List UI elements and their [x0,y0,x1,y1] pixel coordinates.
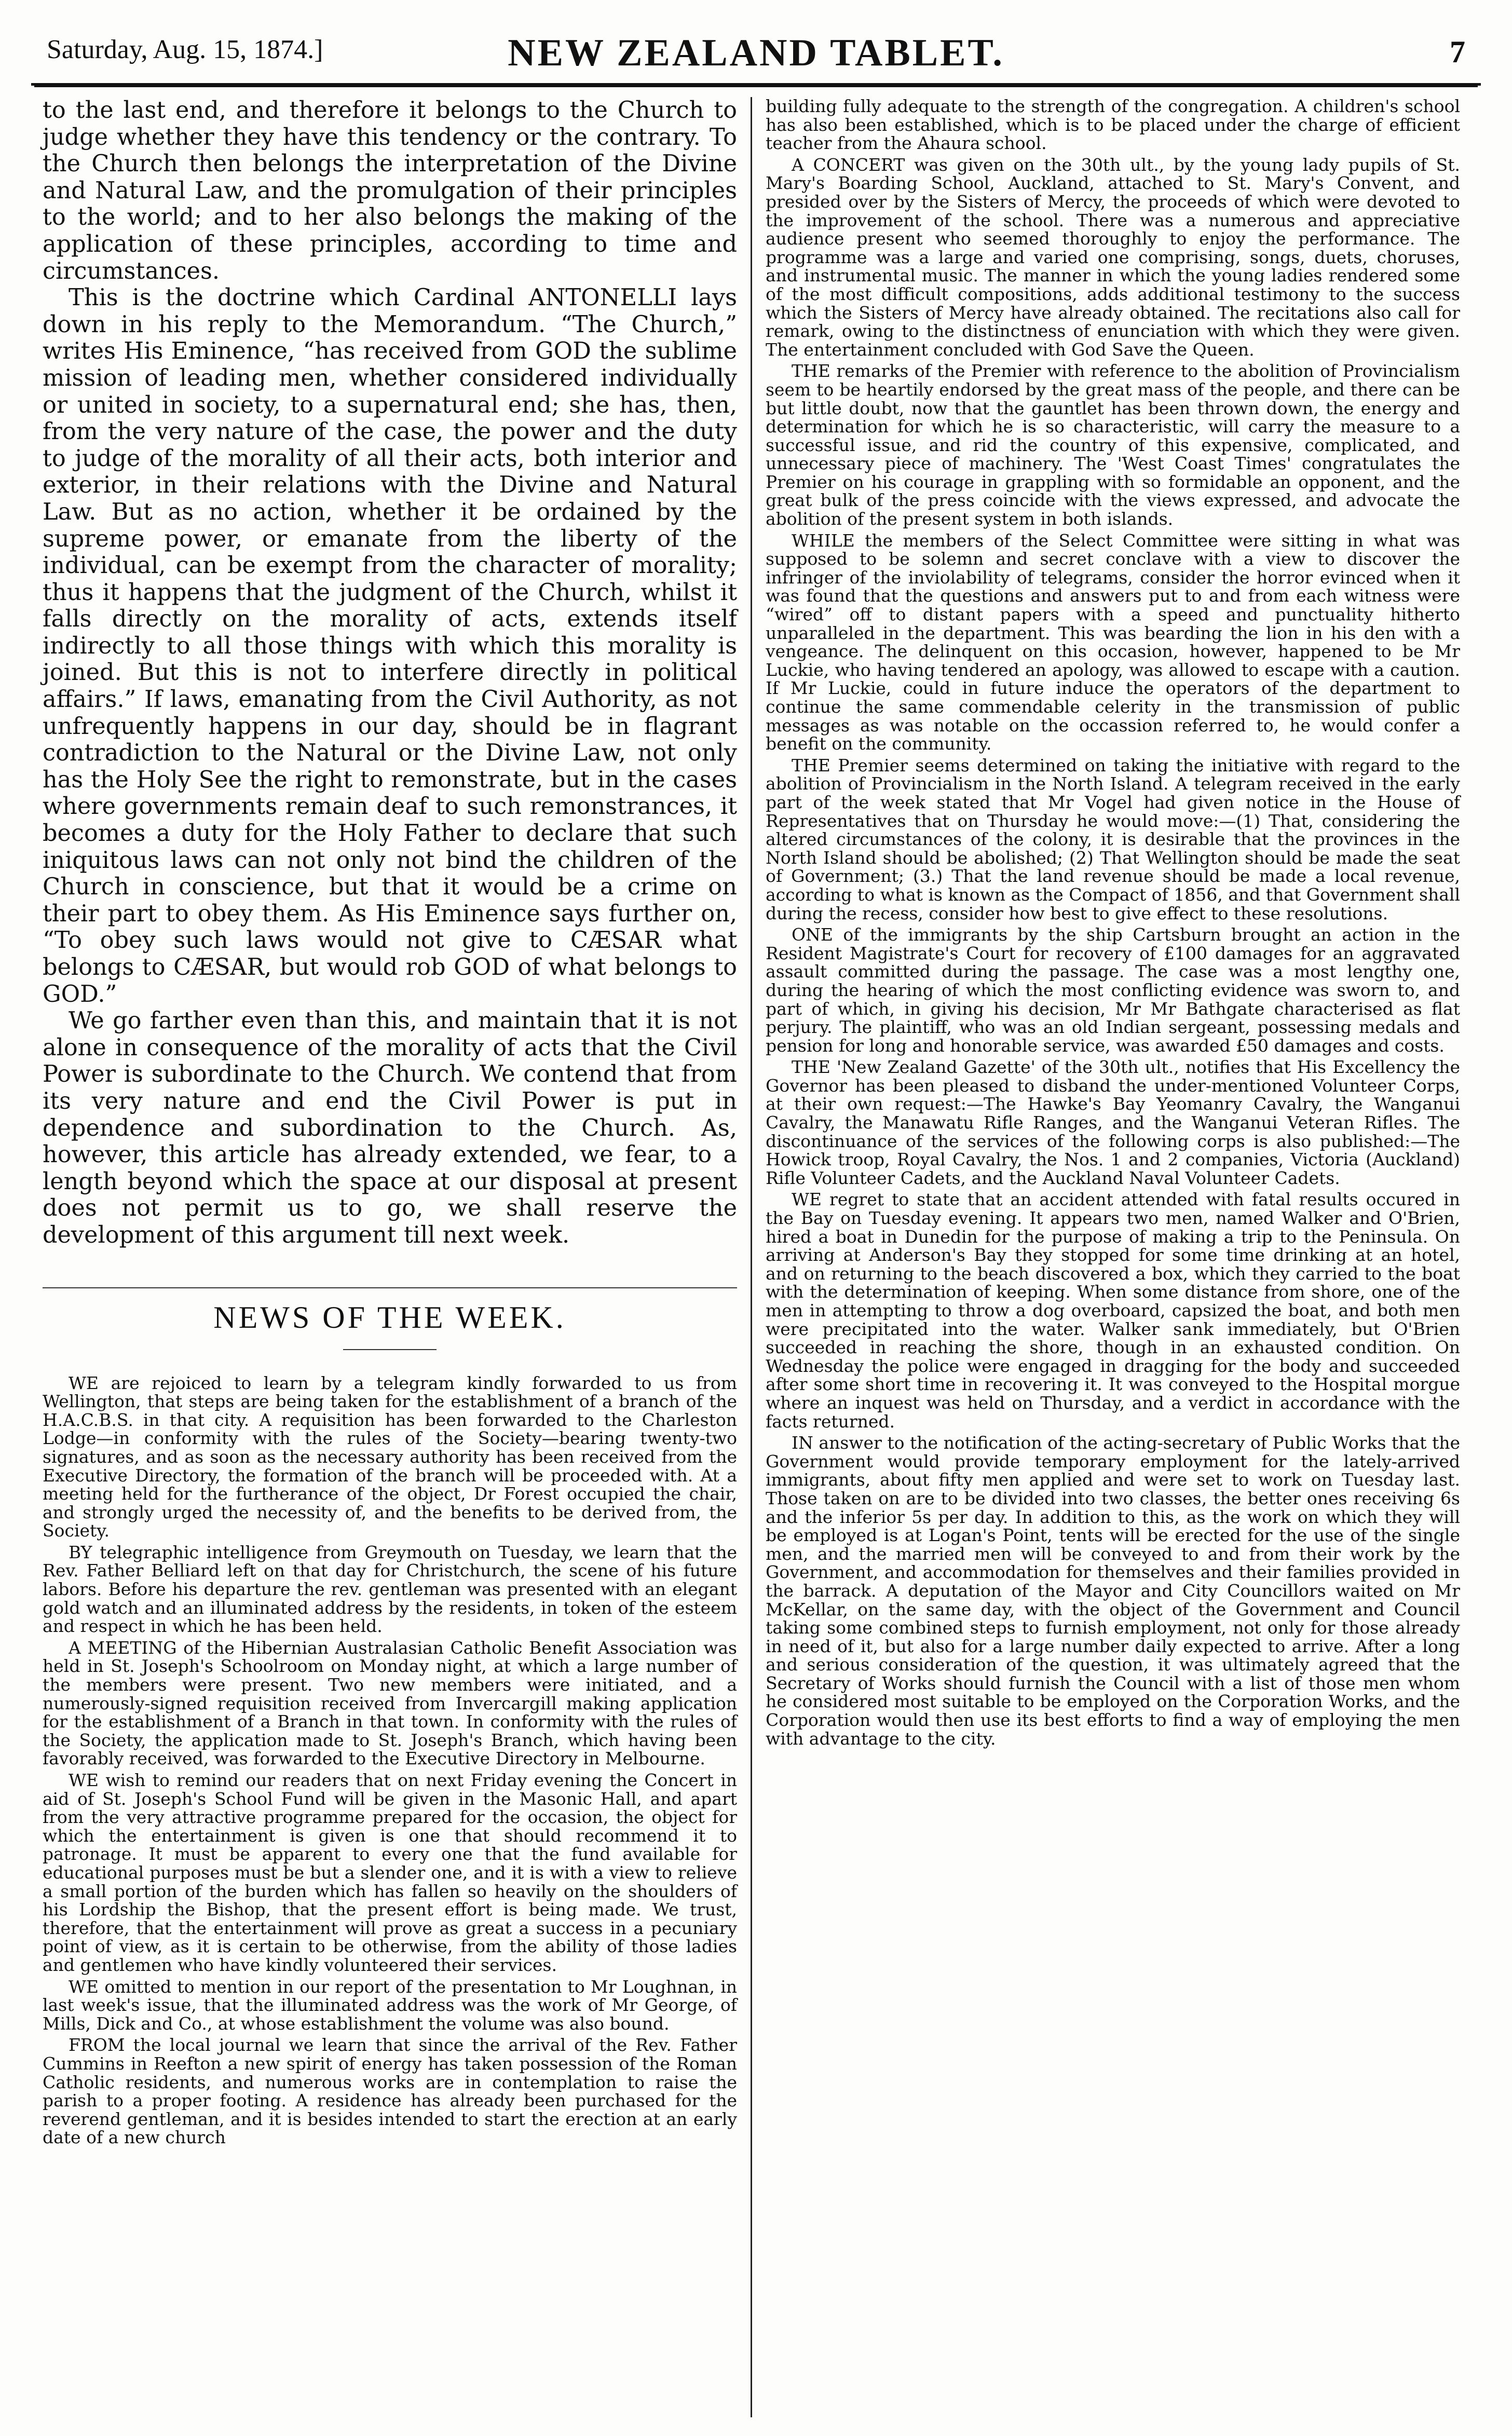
article-paragraph: to the last end, and therefore it belongs to the Church to judge whether they have this tendency or the contrary. To the Church then belongs the interpretation of the Divine and Natural Law, and the promulgation of their principles to the world; and to her also belongs the making of the application of these principles, according to time and circumstances. [43,97,737,284]
news-item: IN answer to the notification of the acting-secretary of Public Works that the Government would provide temporary employment for the lately-arrived immigrants, about fifty men applied and were set to work on Tuesday last. Those taken on are to be divided into two classes, the better ones receiving 6s and the inferior 5s per day. In addition to this, as the work on which they will be employed is at Logan's Point, tents will be erected for the use of the single men, and the married men will be conveyed to and from their work by the Government, and accommodation for themselves and their families provided in the barrack. A deputation of the Mayor and City Councillors waited on Mr McKellar, on the same day, with the object of the Government and Council taking some combined steps to furnish employment, not only for those already in need of it, but also for a large number daily expected to arrive. After a long and serious consideration of the question, it was ultimately agreed that the Secretary of Works should furnish the Council with a list of those men whom he considered most suitable to be employed on the Corporation Works, and the Corporation would then use its best efforts to find a way of employing the men with advantage to the city. [766,1433,1460,1749]
news-item: ONE of the immigrants by the ship Cartsburn brought an action in the Resident Magistrate's Court for recovery of £100 damages for an aggravated assault committed during the passage. The case was a most lengthy one, during the hearing of which the most conflicting evidence was sworn to, and part of which, in giving his decision, Mr Mr Bathgate characterised as flat perjury. The plaintiff, who was an old Indian sergeant, possessing medals and pension for long and honorable service, was awarded £50 damages and costs. [766,924,1460,1056]
news-items [43,1374,737,2147]
page-columns [31,97,1481,2417]
news-item: A CONCERT was given on the 30th ult., by the young lady pupils of St. Mary's Boarding School, Auckland, attached to St. Mary's Convent, and presided over by the Sisters of Mercy, the proceeds of which were devoted to the improvement of the school. There was a numerous and appreciative audience present who seemed thoroughly to enjoy the performance. The programme was a large and varied one comprising, songs, duets, choruses, and instrumental music. The manner in which the young ladies rendered some of the most difficult compositions, adds additional testimony to the success which the Sisters of Mercy have already obtained. The recitations also call for remark, owing to the distinctness of enunciation with which they were given. The entertainment concluded with God Save the Queen. [766,154,1460,360]
news-item: THE remarks of the Premier with reference to the abolition of Provincialism seem to be heartily endorsed by the great mass of the people, and there can be but little doubt, now that the gauntlet has been thrown down, the energy and determination for which he is so characteristic, will carry the measure to a successful issue, and rid the country of this expensive, complicated, and unnecessary piece of machinery. The 'West Coast Times' congratulates the Premier on his courage in grappling with so formidable an opponent, and the great bulk of the press coincide with the views expressed, and advocate the abolition of the present system in both islands. [766,361,1460,529]
section-heading-block [43,1287,737,1350]
news-item: A MEETING of the Hibernian Australasian Catholic Benefit Association was held in St. Joseph's Schoolroom on Monday night, at which a large number of the members were present. Two new members were initiated, and a numerously-signed requisition received from Invercargill making application for the establishment of a Branch in that town. In conformity with the rules of the Society, the application made to St. Joseph's Branch, which having been favorably received, was forwarded to the Executive Directory in Melbourne. [43,1637,737,1769]
news-item: THE Premier seems determined on taking the initiative with regard to the abolition of Provincialism in the North Island. A telegram received in the early part of the week stated that Mr Vogel had given notice in the House of Representatives that on Thursday he would move:—(1) That, considering the altered circumstances of the colony, it is desirable that the provinces in the North Island should be abolished; (2) That Wellington should be made the seat of Government; (3.) That the land revenue should be made a local revenue, according to what is known as the Compact of 1856, and that Government shall during the recess, consider how best to give effect to these resolutions. [766,755,1460,923]
news-item: building fully adequate to the strength of the congregation. A children's school has also been established, which is to be placed under the charge of efficient teacher from the Ahaura school. [766,97,1460,154]
news-item: WE regret to state that an accident attended with fatal results occured in the Bay on Tuesday evening. It appears two men, named Walker and O'Brien, hired a boat in Dunedin for the purpose of making a trip to the Peninsula. On arriving at Anderson's Bay they stopped for some time drinking at an hotel, and on returning to the beach discovered a box, which they carried to the boat with the determination of keeping. When some distance from shore, one of the men in attempting to throw a dog overboard, capsized the boat, and both men were precipitated into the water. Walker sank immediately, but O'Brien succeeded in reaching the shore, though in an exhausted condition. On Wednesday the police were engaged in dragging for the body and succeeded after some short time in recovering it. It was conveyed to the Hospital morgue where an inquest was held on Thursday, and a verdict in accordance with the facts returned. [766,1189,1460,1432]
right-column [754,97,1472,2417]
news-item: WHILE the members of the Select Committee were sitting in what was supposed to be solemn and secret conclave with a view to discover the infringer of the inviolability of telegrams, consider the horror evinced when it was found that the questions and answers put to and from each witness were “wired” off to distant papers with a speed and punctuality hitherto unparalleled in the department. This was bearding the lion in his den with a vengeance. The delinquent on this occasion, however, happened to be Mr Luckie, who having tendered an apology, was allowed to escape with a caution. If Mr Luckie, could in future induce the operators of the department to continue the same commendable celerity in the transmission of public messages as was notable on the occassion referred to, he would confer a benefit on the community. [766,530,1460,754]
masthead [31,31,1481,86]
news-item: WE are rejoiced to learn by a telegram kindly forwarded to us from Wellington, that steps are being taken for the establishment of a branch of the H.A.C.B.S. in that city. A requisition has been forwarded to the Charleston Lodge—in conformity with the rules of the Society—bearing twenty-two signatures, and as soon as the necessary authority has been received from the Executive Directory, the formation of the branch will be proceeded with. At a meeting held for the furtherance of the object, Dr Forest occupied the chair, and strongly urged the necessity of, and the benefits to be derived from, the Society. [43,1372,737,1541]
heading-rule [343,1349,437,1350]
editorial-article [43,97,737,1249]
column-rule [751,97,752,2417]
left-column [31,97,748,2417]
news-item: FROM the local journal we learn that since the arrival of the Rev. Father Cummins in Reefton a new spirit of energy has taken possession of the Roman Catholic residents, and numerous works are in contemplation to raise the parish to a proper footing. A residence has already been purchased for the reverend gentleman, and it is besides intended to start the erection at an early date of a new church [43,2035,737,2148]
news-item: WE wish to remind our readers that on next Friday evening the Concert in aid of St. Joseph's School Fund will be given in the Masonic Hall, and apart from the very attractive programme prepared for the occasion, the object for which the entertainment is given is one that should recommend it to patronage. It must be apparent to every one that the fund available for educational purposes must be but a slender one, and it is with a view to relieve a small portion of the burden which has fallen so heavily on the shoulders of his Lordship the Bishop, that the present effort is being made. We trust, therefore, that the entertainment will prove as great a success in a pecuniary point of view, as it is certain to be otherwise, from the ability of those ladies and gentlemen who have kindly volunteered their services. [43,1770,737,1975]
news-item: THE 'New Zealand Gazette' of the 30th ult., notifies that His Excellency the Governor has been pleased to disband the under-mentioned Volunteer Corps, at their own request:—The Hawke's Bay Yeomanry Cavalry, the Wanganui Cavalry, the Manawatu Rifle Ranges, and the Wanganui Veteran Rifles. The discontinuance of the services of the following corps is also published:—The Howick troop, Royal Cavalry, the Nos. 1 and 2 companies, Victoria (Auckland) Rifle Volunteer Cadets, and the Auckland Naval Volunteer Cadets. [766,1057,1460,1188]
news-item: WE omitted to mention in our report of the presentation to Mr Loughnan, in last week's issue, that the illuminated address was the work of Mr George, of Mills, Dick and Co., at whose establishment the volume was also bound. [43,1976,737,2034]
paper-title: NEW ZEALAND TABLET. [508,32,1004,74]
issue-date: Saturday, Aug. 15, 1874.] [47,35,323,64]
section-heading: NEWS OF THE WEEK. [213,1300,566,1335]
article-paragraph: This is the doctrine which Cardinal ANTONELLI lays down in his reply to the Memorandum. “The Church,” writes His Eminence, “has received from GOD the sublime mission of leading men, whether considered individually or united in society, to a supernatural end; she has, then, from the very nature of the case, the power and the duty to judge of the morality of all their acts, both interior and exterior, in their relations with the Divine and Natural Law. But as no action, whether it be ordained by the supreme power, or emanate from the liberty of the individual, can be exempt from the character of morality; thus it happens that the judgment of the Church, whilst it falls directly on the morality of acts, extends itself indirectly to all those things with which this morality is joined. But this is not to interfere directly in political affairs.” If laws, emanating from the Civil Authority, as not unfrequently happens in our day, should be in flagrant contradiction to the Natural or the Divine Law, not only has the Holy See the right to remonstrate, but in the cases where governments remain deaf to such remonstrances, it becomes a duty for the Holy Father to declare that such iniquitous laws can not only not bind the children of the Church in conscience, but that it would be a crime on their part to obey them. As His Eminence says further on, “To obey such laws would not give to CÆSAR what belongs to CÆSAR, but would rob GOD of what belongs to GOD.” [43,284,737,1008]
article-paragraph: We go farther even than this, and maintain that it is not alone in consequence of the morality of acts that the Civil Power is subordinate to the Church. We contend that from its very nature and end the Civil Power is put in dependence and subordination to the Church. As, however, this article has already extended, we fear, to a length beyond which the space at our disposal at present does not permit us to go, we shall reserve the development of this argument till next week. [43,1007,737,1248]
page-number: 7 [1450,35,1465,69]
news-item: BY telegraphic intelligence from Greymouth on Tuesday, we learn that the Rev. Father Belliard left on that day for Christchurch, the scene of his future labors. Before his departure the rev. gentleman was presented with an elegant gold watch and an illuminated address by the residents, in token of the esteem and respect in which he has been held. [43,1542,737,1637]
